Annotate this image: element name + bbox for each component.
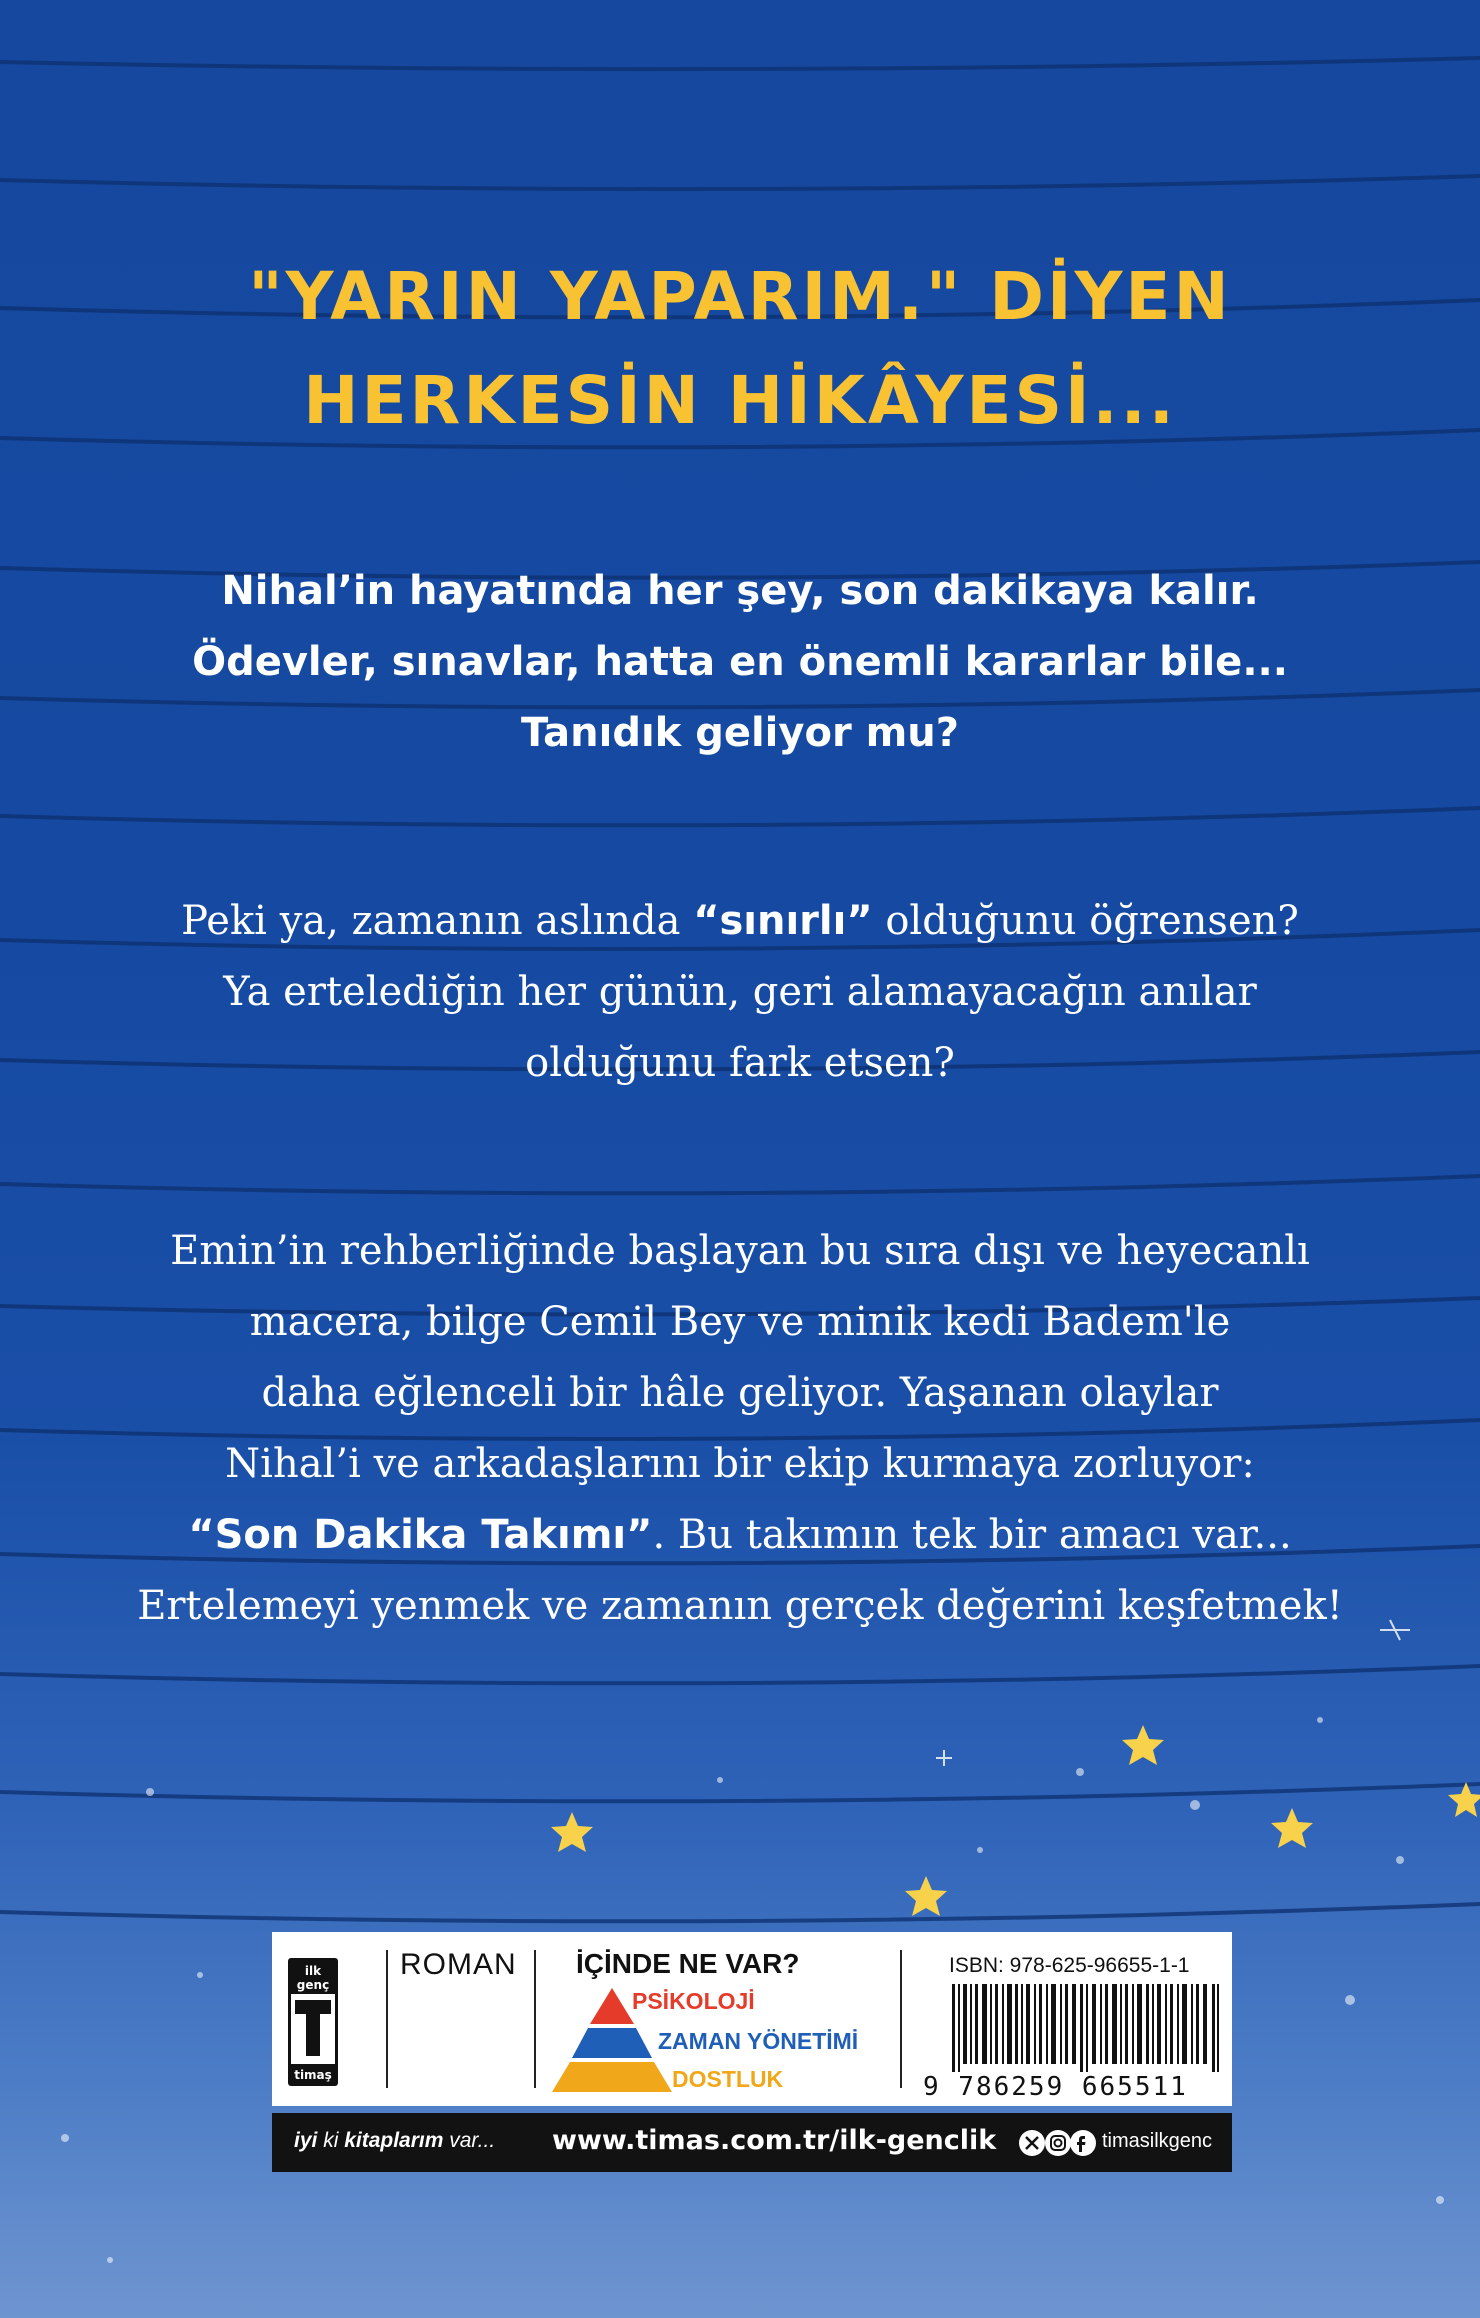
text-segment: . Bu takımın tek bir amacı var...	[652, 1512, 1292, 1558]
story-line-2: macera, bilge Cemil Bey ve minik kedi Badem'le	[249, 1299, 1231, 1345]
question-line-3: olduğunu fark etsen?	[525, 1040, 955, 1086]
isbn-text: ISBN: 978-625-96655-1-1	[949, 1954, 1190, 1977]
headline-line-1: "YARIN YAPARIM." DİYEN	[248, 258, 1232, 335]
facebook-icon[interactable]	[1070, 2130, 1096, 2156]
barcode-number: 9 786259 665511	[923, 2072, 1188, 2102]
logo-text-top: ilk genç	[296, 1964, 330, 1992]
headline-line-2: HERKESİN HİKÂYESİ...	[303, 362, 1177, 439]
social-icons	[1018, 2128, 1096, 2158]
genre-label: ROMAN	[400, 1948, 517, 1981]
divider	[386, 1950, 388, 2088]
info-box	[272, 1932, 1232, 2106]
t-logo-icon	[291, 1994, 335, 2064]
slogan	[294, 2129, 495, 2153]
instagram-icon[interactable]	[1045, 2130, 1071, 2156]
intro-line: Ödevler, sınavlar, hatta en önemli kararlar bile...	[192, 639, 1288, 685]
publisher-logo	[288, 1958, 338, 2086]
story-line-5	[0, 1500, 1480, 1571]
social-handle[interactable]: timasilkgenc	[1102, 2130, 1213, 2152]
question-line-1	[0, 886, 1480, 957]
intro-paragraph	[0, 556, 1480, 769]
slogan-part: iyi	[294, 2129, 318, 2152]
team-name: “Son Dakika Takımı”	[188, 1512, 653, 1558]
story-line-1: Emin’in rehberliğinde başlayan bu sıra dışı ve heyecanlı	[170, 1228, 1310, 1274]
slogan-part: var...	[443, 2129, 496, 2152]
divider	[900, 1950, 902, 2088]
emphasis-sinirli: “sınırlı”	[693, 898, 873, 944]
barcode-icon	[952, 1984, 1220, 2072]
intro-line: Nihal’in hayatında her şey, son dakikaya kalır.	[221, 568, 1259, 614]
topic-psikoloji: PSİKOLOJİ	[632, 1988, 755, 2014]
inside-title: İÇİNDE NE VAR?	[576, 1948, 800, 1979]
question-paragraph	[0, 886, 1480, 1099]
logo-text-bottom: timaş	[294, 2068, 332, 2082]
topic-zaman-yonetimi: ZAMAN YÖNETİMİ	[658, 2028, 859, 2054]
footer-strip	[272, 2113, 1232, 2172]
text-segment: olduğunu öğrensen?	[872, 898, 1299, 944]
topic-dostluk: DOSTLUK	[672, 2066, 784, 2092]
x-icon[interactable]	[1019, 2130, 1045, 2156]
slogan-part: ki	[317, 2129, 345, 2152]
story-line-4: Nihal’i ve arkadaşlarını bir ekip kurmaya zorluyor:	[225, 1441, 1255, 1487]
story-paragraph	[0, 1216, 1480, 1642]
intro-line: Tanıdık geliyor mu?	[521, 710, 959, 756]
slogan-part: kitaplarım	[344, 2129, 444, 2152]
website-link[interactable]: www.timas.com.tr/ilk-genclik	[552, 2125, 997, 2156]
divider	[534, 1950, 536, 2088]
story-line-6: Ertelemeyi yenmek ve zamanın gerçek değerini keşfetmek!	[137, 1583, 1343, 1629]
story-line-3: daha eğlenceli bir hâle geliyor. Yaşanan olaylar	[261, 1370, 1219, 1416]
text-segment: Peki ya, zamanın aslında	[181, 898, 694, 944]
question-line-2: Ya ertelediğin her günün, geri alamayacağın anılar	[223, 969, 1257, 1015]
